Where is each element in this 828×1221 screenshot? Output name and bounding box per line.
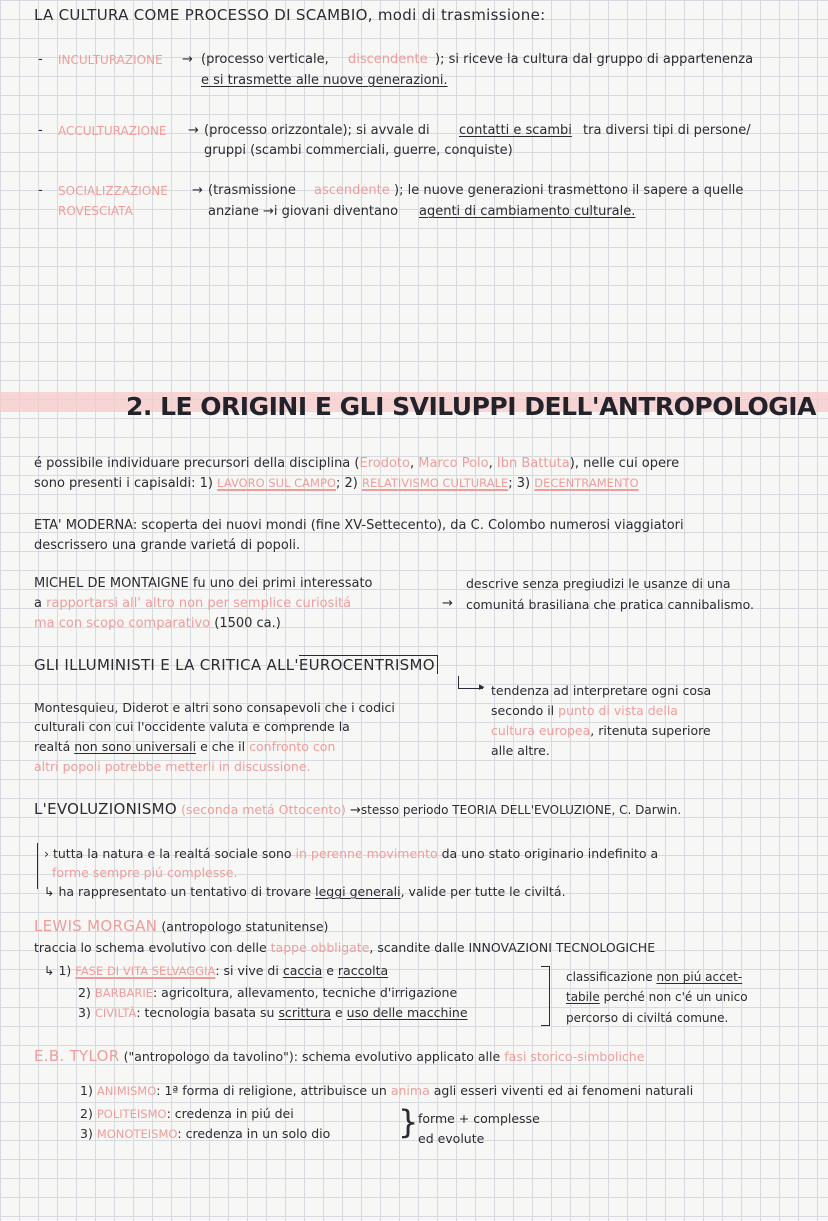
- text: (trasmissione: [208, 183, 296, 198]
- section-heading-cultura: LA CULTURA COME PROCESSO DI SCAMBIO, modi di trasmissione:: [34, 6, 546, 24]
- term-rovesciata: ROVESCIATA: [58, 204, 133, 218]
- text-pink: cultura europea: [491, 723, 591, 738]
- text: ha rappresentato un tentativo di trovare: [58, 884, 312, 899]
- text-underlined: caccia: [282, 963, 323, 978]
- text-line2: gruppi (scambi commerciali, guerre, conquiste): [204, 143, 513, 158]
- text-underlined: leggi generali: [315, 884, 401, 899]
- moderna-line-2: descrissero una grande varietá di popoli.: [34, 538, 301, 553]
- text: ), nelle cui opere: [569, 456, 680, 471]
- term-acculturazione: ACCULTURAZIONE: [58, 124, 167, 138]
- text-pink: ascendente: [314, 183, 390, 198]
- text-underlined: non piú accet-: [656, 970, 743, 984]
- ill-line-4: altri popoli potrebbe metterli in discussione.: [34, 759, 311, 774]
- text: classificazione: [566, 970, 653, 984]
- text: secondo il: [491, 703, 555, 718]
- name-ibn-battuta: Ibn Battuta: [496, 456, 570, 471]
- text-underlined: uso delle macchine: [346, 1005, 468, 1020]
- text-pink: anima: [390, 1083, 430, 1098]
- keyword-decentramento: DECENTRAMENTO: [534, 476, 639, 490]
- arrow-icon: →: [442, 596, 453, 611]
- evo-line-2: forme sempre piú complesse.: [52, 865, 238, 880]
- arrow-icon: →: [188, 123, 199, 138]
- tylor-side-2: ed evolute: [418, 1131, 485, 1146]
- ill-right-3: [491, 723, 711, 738]
- ill-right-2: [491, 703, 678, 718]
- tylor-side-1: forme + complesse: [418, 1111, 540, 1126]
- ill-line-1: Montesquieu, Diderot e altri sono consapevoli che i codici: [34, 700, 395, 715]
- bullet: -: [38, 52, 43, 67]
- morgan-side-3: percorso di civiltá comune.: [566, 1011, 729, 1025]
- text: (antropologo statunitense): [161, 919, 329, 934]
- text: : tecnologia basata su: [136, 1005, 275, 1020]
- intro-line-2: [34, 476, 639, 491]
- text: , scandite dalle INNOVAZIONI TECNOLOGICHE: [369, 940, 656, 955]
- text: : credenza in un solo dio: [177, 1126, 331, 1141]
- item-number: 3): [78, 1005, 91, 1020]
- item-number: 2): [80, 1106, 93, 1121]
- arrow-icon: →: [182, 52, 193, 67]
- keyword-monoteismo: MONOTEISMO: [96, 1127, 178, 1141]
- evo-line-1: [44, 846, 658, 861]
- tylor-heading-line: [34, 1047, 644, 1065]
- text: : agricoltura, allevamento, tecniche d'irrigazione: [152, 985, 458, 1000]
- text: ; 3): [508, 476, 531, 491]
- text: : si vive di: [215, 963, 279, 978]
- text-pink: tappe obbligate: [270, 940, 370, 955]
- date: (1500 ca.): [214, 616, 281, 631]
- bullet: -: [38, 183, 43, 198]
- keyword-relativismo: RELATIVISMO CULTURALE: [361, 476, 509, 490]
- text: ("antropologo da tavolino"): schema evolutivo applicato alle: [123, 1049, 501, 1064]
- montaigne-line-2: [34, 596, 351, 611]
- heading-eurocentrismo: EUROCENTRISMO: [299, 655, 438, 674]
- section-heading-evoluzionismo: L'EVOLUZIONISMO: [34, 800, 178, 818]
- ill-line-2: culturali con cui l'occidente valuta e comprende la: [34, 719, 350, 734]
- text-pink: in perenne movimento: [295, 846, 438, 861]
- text-pink: confronto con: [249, 739, 336, 754]
- morgan-side-1: [566, 970, 742, 984]
- text: perché non c'é un unico: [603, 990, 748, 1004]
- ill-right-4: alle altre.: [491, 743, 550, 758]
- text: descrive senza pregiudizi le usanze di una: [466, 576, 731, 591]
- arrow-icon: ▸: [479, 680, 485, 693]
- text: ); le nuove generazioni trasmettono il sapere a quelle: [394, 183, 744, 198]
- keyword-lavoro: LAVORO SUL CAMPO: [217, 476, 336, 490]
- text-underlined: raccolta: [337, 963, 389, 978]
- name-erodoto: Erodoto: [359, 456, 410, 471]
- evo-line-3: [44, 884, 566, 899]
- morgan-bracket: [541, 966, 550, 1026]
- text: da uno stato originario indefinito a: [441, 846, 659, 861]
- text: : 1ª forma di religione, attribuisce un: [156, 1083, 387, 1098]
- text-underlined: agenti di cambiamento culturale.: [419, 204, 636, 219]
- section-heading-illuministi: [34, 656, 438, 674]
- comma: ,: [488, 456, 493, 471]
- item-number: 1): [80, 1083, 93, 1098]
- text-underlined: scrittura: [278, 1005, 331, 1020]
- ill-line-3: [34, 739, 335, 754]
- text: : credenza in piú dei: [166, 1106, 294, 1121]
- montaigne-line-1: MICHEL DE MONTAIGNE fu uno dei primi interessato: [34, 576, 373, 591]
- keyword-civilta: CIVILTÀ: [94, 1006, 137, 1020]
- comma: ,: [409, 456, 415, 471]
- keyword-animismo: ANIMISMO: [96, 1084, 157, 1098]
- text: e: [334, 1005, 343, 1020]
- arrow-icon: ↳: [44, 963, 55, 978]
- intro-line-1: [34, 456, 679, 471]
- text: realtá: [34, 739, 71, 754]
- arrow-icon: →: [350, 803, 361, 818]
- text-line2: e si trasmette alle nuove generazioni.: [201, 73, 448, 88]
- text: stesso periodo TEORIA DELL'EVOLUZIONE, C. Darwin.: [360, 803, 682, 817]
- text: é possibile individuare precursori della disciplina (: [34, 456, 360, 471]
- term-socializzazione: SOCIALIZZAZIONE: [58, 184, 168, 198]
- term-inculturazione: INCULTURAZIONE: [58, 53, 163, 67]
- ill-right-1: tendenza ad interpretare ogni cosa: [491, 683, 712, 698]
- list-item: [80, 1083, 693, 1098]
- morgan-side-2: [566, 990, 748, 1004]
- text: ); si riceve la cultura dal gruppo di appartenenza: [435, 52, 754, 67]
- name-marco-polo: Marco Polo: [418, 456, 489, 471]
- montaigne-right-1: [466, 576, 731, 591]
- text-pink: discendente: [348, 52, 428, 67]
- morgan-heading-line: [34, 917, 328, 935]
- text-line2: anziane →i giovani diventano: [208, 204, 399, 219]
- keyword-barbarie: BARBARIE: [94, 986, 153, 1000]
- text: sono presenti i capisaldi: 1): [34, 476, 214, 491]
- text: tra diversi tipi di persone/: [583, 123, 751, 138]
- brace-icon: }: [398, 1103, 419, 1141]
- text-underlined: non sono universali: [74, 739, 197, 754]
- list-item: [80, 1106, 294, 1121]
- text: agli esseri viventi ed ai fenomeni naturali: [433, 1083, 694, 1098]
- arrow-icon: →: [192, 183, 203, 198]
- montaigne-right-2: comunitá brasiliana che pratica cannibalismo.: [466, 597, 754, 612]
- name-morgan: LEWIS MORGAN: [34, 917, 158, 935]
- heading-text: GLI ILLUMINISTI E LA CRITICA ALL': [34, 656, 299, 674]
- text-pink: fasi storico-simboliche: [504, 1049, 645, 1064]
- item-number: 3): [80, 1126, 93, 1141]
- text: (processo orizzontale); si avvale di: [204, 123, 430, 138]
- text: a: [34, 596, 42, 611]
- list-item: [44, 963, 388, 978]
- name-tylor: E.B. TYLOR: [34, 1047, 120, 1065]
- page-title: 2. LE ORIGINI E GLI SVILUPPI DELL'ANTROPOLOGIA: [126, 392, 816, 421]
- text-pink: rapportarsi all' altro non per semplice curiositá: [46, 596, 352, 611]
- text-underlined: contatti e scambi: [459, 123, 572, 138]
- list-item: [78, 1005, 468, 1020]
- evoluzionismo-heading-line: [34, 800, 681, 818]
- text: traccia lo schema evolutivo con delle: [34, 940, 267, 955]
- text: e che il: [200, 739, 246, 754]
- text: e: [326, 963, 334, 978]
- moderna-line-1: ETA' MODERNA: scoperta dei nuovi mondi (fine XV-Settecento), da C. Colombo numerosi viaggiatori: [34, 518, 684, 533]
- keyword-selvaggia: FASE DI VITA SELVAGGIA: [75, 964, 216, 978]
- morgan-line-1: [34, 940, 655, 955]
- text-pink: (seconda metá Ottocento): [181, 802, 346, 817]
- text: , valide per tutte le civiltá.: [400, 884, 566, 899]
- bullet: -: [38, 123, 43, 138]
- text: , ritenuta superiore: [590, 723, 711, 738]
- montaigne-line-3: [34, 616, 281, 631]
- text-pink: punto di vista della: [558, 703, 678, 718]
- keyword-politeismo: POLITEISMO: [96, 1107, 167, 1121]
- text-underlined: tabile: [566, 990, 600, 1004]
- text: (processo verticale,: [201, 52, 329, 67]
- text-pink: ma con scopo comparativo: [34, 616, 211, 631]
- item-number: 1): [58, 963, 72, 978]
- text: ; 2): [335, 476, 358, 491]
- text: tutta la natura e la realtá sociale sono: [52, 846, 292, 861]
- item-number: 2): [78, 985, 91, 1000]
- arrow-icon: ›: [44, 846, 49, 861]
- list-item: [78, 985, 457, 1000]
- list-item: [80, 1126, 330, 1141]
- arrow-icon: ↳: [44, 884, 55, 899]
